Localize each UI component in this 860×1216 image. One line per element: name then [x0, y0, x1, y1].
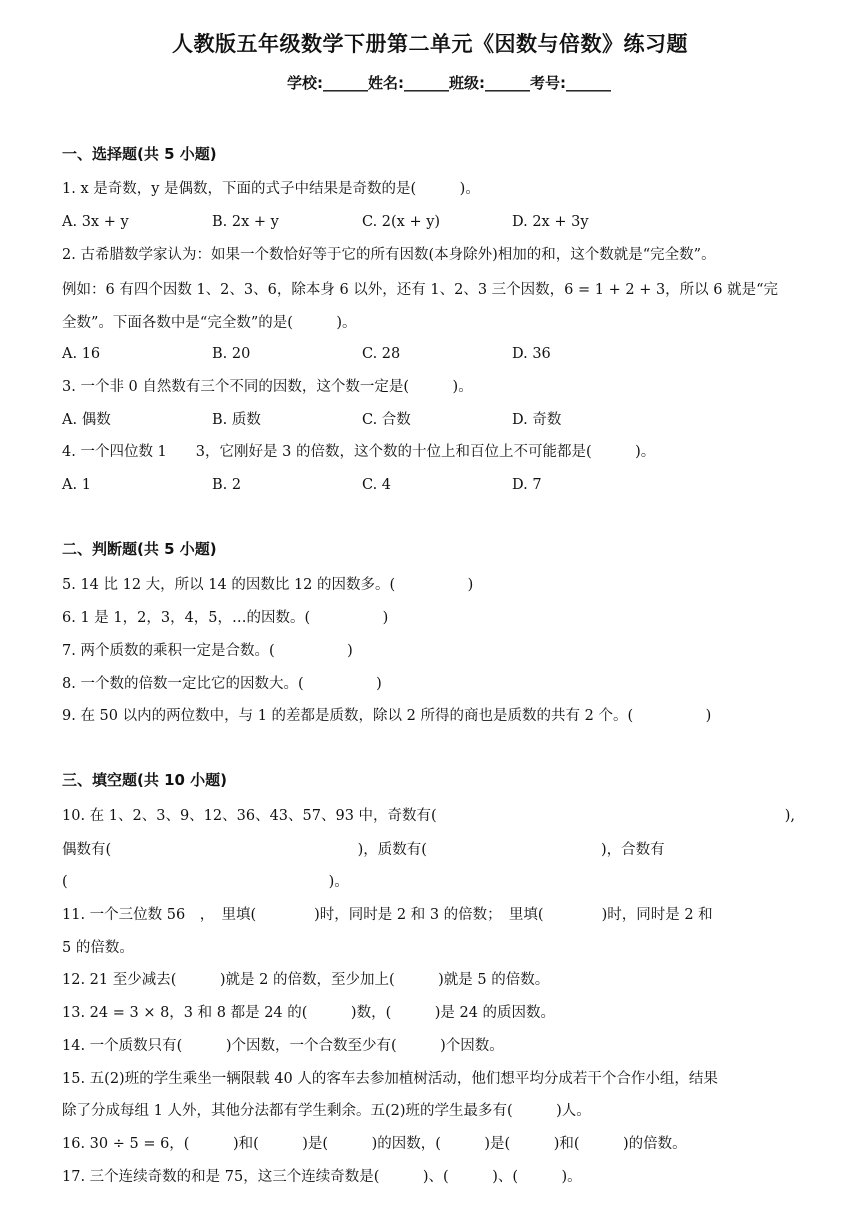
question-7: 7. 两个质数的乘积一定是合数。( ) — [62, 643, 353, 659]
q2-option-d: D. 36 — [512, 346, 551, 362]
question-6: 6. 1 是 1，2，3，4，5，…的因数。( ) — [62, 610, 389, 626]
q1-option-a: A. 3x + y — [62, 214, 129, 230]
question-2-line-2: 例如：6 有四个因数 1、2、3、6，除本身 6 以外，还有 1、2、3 三个因数，6 = 1 + 2 + 3，所以 6 就是“完 — [62, 282, 779, 298]
question-11-line-1: 11. 一个三位数 56 ， 里填( )时，同时是 2 和 3 的倍数； 里填( )时，同时是 2 和 — [62, 907, 713, 923]
question-10-line-2: 偶数有( )，质数有( )，合数有 — [62, 842, 665, 858]
question-5: 5. 14 比 12 大，所以 14 的因数比 12 的因数多。( ) — [62, 577, 474, 593]
question-14: 14. 一个质数只有( )个因数，一个合数至少有( )个因数。 — [62, 1038, 504, 1054]
q1-option-c: C. 2(x + y) — [362, 214, 441, 230]
section-heading-judge: 二、判断题(共 5 小题) — [62, 540, 217, 558]
page-title: 人教版五年级数学下册第二单元《因数与倍数》练习题 — [172, 32, 688, 56]
q3-option-c: C. 合数 — [362, 412, 411, 428]
question-3: 3. 一个非 0 自然数有三个不同的因数，这个数一定是( )。 — [62, 379, 473, 395]
question-9: 9. 在 50 以内的两位数中，与 1 的差都是质数，除以 2 所得的商也是质数的共有 2 个。( ) — [62, 708, 712, 724]
question-2-line-1: 2. 古希腊数学家认为：如果一个数恰好等于它的所有因数(本身除外)相加的和，这个数就是“完全数”。 — [62, 247, 716, 263]
question-10-line-3: ( )。 — [62, 874, 349, 890]
q2-option-a: A. 16 — [62, 346, 101, 362]
q1-option-d: D. 2x + 3y — [512, 214, 589, 230]
question-15-line-1: 15. 五(2)班的学生乘坐一辆限载 40 人的客车去参加植树活动，他们想平均分成若干个合作小组，结果 — [62, 1071, 718, 1087]
section-heading-fill: 三、填空题(共 10 小题) — [62, 771, 228, 789]
student-info-line: 学校:______姓名:______班级:______考号:______ — [287, 74, 611, 92]
question-12: 12. 21 至少减去( )就是 2 的倍数，至少加上( )就是 5 的倍数。 — [62, 972, 550, 988]
question-13: 13. 24 = 3 × 8，3 和 8 都是 24 的( )数，( )是 24 的质因数。 — [62, 1005, 556, 1021]
q4-option-b: B. 2 — [212, 477, 242, 493]
q3-option-b: B. 质数 — [212, 412, 261, 428]
q3-option-a: A. 偶数 — [62, 412, 111, 428]
q1-option-b: B. 2x + y — [212, 214, 279, 230]
q4-option-d: D. 7 — [512, 477, 542, 493]
question-1: 1. x 是奇数，y 是偶数，下面的式子中结果是奇数的是( )。 — [62, 181, 480, 197]
question-17: 17. 三个连续奇数的和是 75，这三个连续奇数是( )、( )、( )。 — [62, 1169, 582, 1185]
question-16: 16. 30 ÷ 5 = 6，( )和( )是( )的因数，( )是( )和( )的倍数。 — [62, 1136, 687, 1152]
question-15-line-2: 除了分成每组 1 人外，其他分法都有学生剩余。五(2)班的学生最多有( )人。 — [62, 1103, 591, 1119]
section-heading-choice: 一、选择题(共 5 小题) — [62, 145, 217, 163]
q4-option-c: C. 4 — [362, 477, 392, 493]
question-10-line-1: 10. 在 1、2、3、9、12、36、43、57、93 中，奇数有( ), — [62, 808, 795, 824]
q3-option-d: D. 奇数 — [512, 412, 562, 428]
q4-option-a: A. 1 — [62, 477, 91, 493]
q2-option-b: B. 20 — [212, 346, 251, 362]
q2-option-c: C. 28 — [362, 346, 401, 362]
question-11-line-2: 5 的倍数。 — [62, 940, 134, 956]
question-2-line-3: 全数”。下面各数中是“完全数”的是( )。 — [62, 315, 357, 331]
question-8: 8. 一个数的倍数一定比它的因数大。( ) — [62, 676, 382, 692]
question-4: 4. 一个四位数 1 3，它刚好是 3 的倍数，这个数的十位上和百位上不可能都是( )。 — [62, 444, 656, 460]
